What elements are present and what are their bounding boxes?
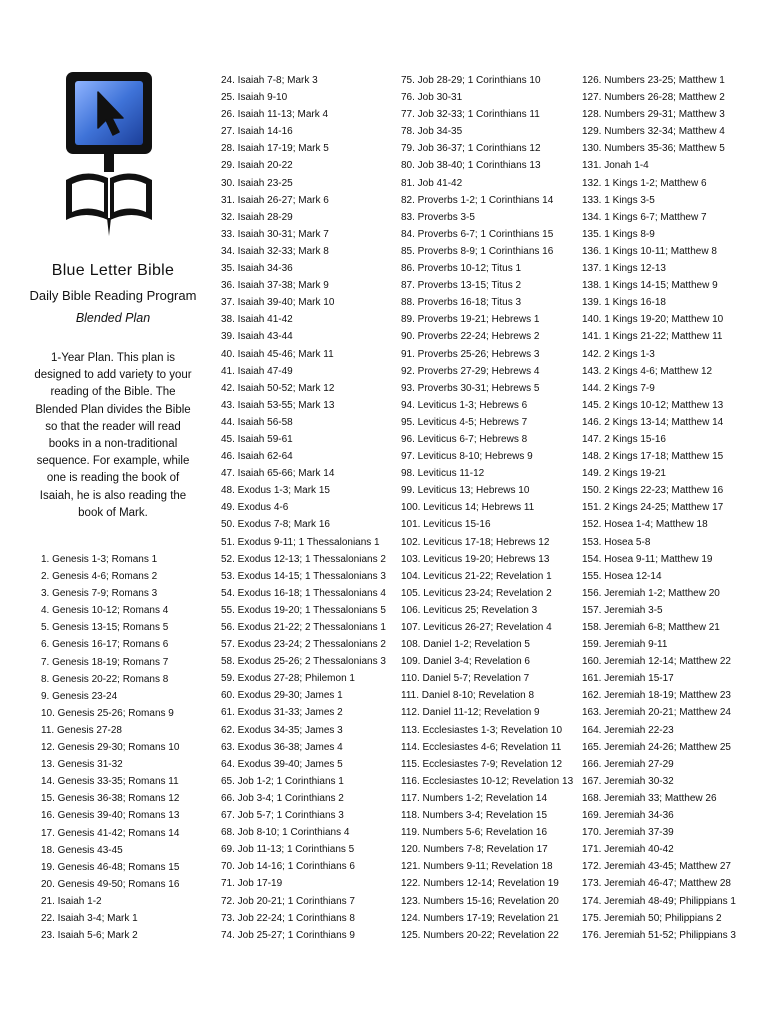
reading-day-item: 48. Exodus 1-3; Mark 15 [221, 485, 330, 497]
reading-day-item: 8. Genesis 20-22; Romans 8 [41, 673, 169, 685]
reading-day-item: 27. Isaiah 14-16 [221, 126, 293, 138]
reading-day-item: 112. Daniel 11-12; Revelation 9 [401, 707, 540, 719]
reading-day-item: 96. Leviticus 6-7; Hebrews 8 [401, 433, 528, 445]
reading-day-item: 34. Isaiah 32-33; Mark 8 [221, 245, 329, 257]
reading-day-item: 83. Proverbs 3-5 [401, 211, 475, 223]
reading-day-item: 170. Jeremiah 37-39 [582, 827, 674, 839]
reading-day-item: 144. 2 Kings 7-9 [582, 382, 655, 394]
reading-day-item: 39. Isaiah 43-44 [221, 331, 293, 343]
reading-day-item: 40. Isaiah 45-46; Mark 11 [221, 348, 334, 360]
reading-day-item: 143. 2 Kings 4-6; Matthew 12 [582, 365, 713, 377]
plan-description: 1-Year Plan. This plan is designed to add variety to your reading of the Bible. The Blended Plan divides the Bible so that the reader will read books in a non-traditional sequence. For example, while one is reading the book of Isaiah, he is also reading the book of Mark. [34, 352, 192, 519]
reading-day-item: 18. Genesis 43-45 [41, 844, 123, 856]
reading-day-item: 146. 2 Kings 13-14; Matthew 14 [582, 416, 724, 428]
reading-day-item: 114. Ecclesiastes 4-6; Revelation 11 [401, 741, 562, 753]
reading-day-item: 102. Leviticus 17-18; Hebrews 12 [401, 536, 550, 548]
reading-day-item: 45. Isaiah 59-61 [221, 433, 293, 445]
reading-day-item: 127. Numbers 26-28; Matthew 2 [582, 92, 725, 104]
reading-day-item: 153. Hosea 5-8 [582, 536, 651, 548]
reading-day-item: 113. Ecclesiastes 1-3; Revelation 10 [401, 724, 563, 736]
reading-day-item: 141. 1 Kings 21-22; Matthew 11 [582, 331, 723, 343]
bookmark-ribbon [107, 218, 111, 236]
reading-day-item: 162. Jeremiah 18-19; Matthew 23 [582, 690, 731, 702]
reading-day-item: 100. Leviticus 14; Hebrews 11 [401, 502, 535, 514]
reading-day-item: 97. Leviticus 8-10; Hebrews 9 [401, 451, 533, 463]
reading-day-item: 49. Exodus 4-6 [221, 502, 289, 514]
reading-day-item: 72. Job 20-21; 1 Corinthians 7 [221, 895, 355, 907]
reading-day-item: 139. 1 Kings 16-18 [582, 297, 666, 309]
reading-day-item: 75. Job 28-29; 1 Corinthians 10 [401, 75, 541, 86]
reading-day-item: 31. Isaiah 26-27; Mark 6 [221, 194, 329, 206]
reading-day-item: 171. Jeremiah 40-42 [582, 844, 674, 856]
reading-day-item: 70. Job 14-16; 1 Corinthians 6 [221, 861, 355, 873]
reading-day-item: 60. Exodus 29-30; James 1 [221, 690, 343, 702]
reading-day-item: 124. Numbers 17-19; Revelation 21 [401, 912, 559, 924]
reading-day-item: 55. Exodus 19-20; 1 Thessalonians 5 [221, 604, 386, 616]
reading-day-item: 151. 2 Kings 24-25; Matthew 17 [582, 502, 724, 514]
reading-day-item: 158. Jeremiah 6-8; Matthew 21 [582, 622, 720, 633]
reading-day-item: 25. Isaiah 9-10 [221, 92, 288, 104]
reading-day-item: 43. Isaiah 53-55; Mark 13 [221, 399, 335, 411]
reading-day-item: 134. 1 Kings 6-7; Matthew 7 [582, 211, 707, 223]
reading-day-item: 92. Proverbs 27-29; Hebrews 4 [401, 365, 540, 377]
reading-day-item: 155. Hosea 12-14 [582, 570, 662, 582]
reading-day-item: 126. Numbers 23-25; Matthew 1 [582, 75, 725, 86]
reading-day-item: 175. Jeremiah 50; Philippians 2 [582, 912, 722, 924]
reading-day-item: 157. Jeremiah 3-5 [582, 604, 663, 616]
monitor-stand [104, 154, 114, 172]
reading-day-item: 111. Daniel 8-10; Revelation 8 [401, 690, 535, 702]
reading-day-item: 136. 1 Kings 10-11; Matthew 8 [582, 245, 717, 257]
reading-day-item: 57. Exodus 23-24; 2 Thessalonians 2 [221, 639, 386, 651]
reading-day-item: 6. Genesis 16-17; Romans 6 [41, 639, 169, 651]
reading-day-item: 164. Jeremiah 22-23 [582, 724, 674, 736]
reading-day-item: 32. Isaiah 28-29 [221, 211, 293, 223]
reading-day-item: 172. Jeremiah 43-45; Matthew 27 [582, 861, 731, 873]
reading-day-item: 10. Genesis 25-26; Romans 9 [41, 707, 174, 719]
reading-day-item: 138. 1 Kings 14-15; Matthew 9 [582, 280, 718, 292]
reading-day-item: 95. Leviticus 4-5; Hebrews 7 [401, 416, 528, 428]
reading-day-item: 81. Job 41-42 [401, 177, 463, 189]
reading-day-item: 121. Numbers 9-11; Revelation 18 [401, 861, 553, 873]
reading-day-item: 29. Isaiah 20-22 [221, 160, 293, 172]
reading-day-item: 115. Ecclesiastes 7-9; Revelation 12 [401, 758, 563, 770]
reading-day-item: 46. Isaiah 62-64 [221, 451, 293, 463]
reading-day-item: 74. Job 25-27; 1 Corinthians 9 [221, 929, 355, 941]
reading-day-item: 12. Genesis 29-30; Romans 10 [41, 742, 180, 754]
reading-day-item: 147. 2 Kings 15-16 [582, 433, 666, 445]
reading-day-item: 2. Genesis 4-6; Romans 2 [41, 571, 158, 583]
reading-day-item: 56. Exodus 21-22; 2 Thessalonians 1 [221, 622, 386, 633]
bible-with-cursor-icon [64, 70, 154, 236]
reading-day-item: 107. Leviticus 26-27; Revelation 4 [401, 622, 552, 633]
reading-day-item: 125. Numbers 20-22; Revelation 22 [401, 929, 559, 941]
reading-day-item: 42. Isaiah 50-52; Mark 12 [221, 382, 335, 394]
plan-name: Blended Plan [75, 311, 151, 325]
reading-day-item: 128. Numbers 29-31; Matthew 3 [582, 109, 725, 121]
reading-day-item: 53. Exodus 14-15; 1 Thessalonians 3 [221, 570, 386, 582]
reading-day-item: 104. Leviticus 21-22; Revelation 1 [401, 570, 552, 582]
reading-day-item: 103. Leviticus 19-20; Hebrews 13 [401, 553, 550, 565]
reading-day-item: 174. Jeremiah 48-49; Philippians 1 [582, 895, 736, 907]
reading-day-item: 135. 1 Kings 8-9 [582, 228, 655, 240]
reading-day-item: 59. Exodus 27-28; Philemon 1 [221, 673, 355, 685]
reading-day-item: 65. Job 1-2; 1 Corinthians 1 [221, 775, 344, 787]
reading-day-item: 119. Numbers 5-6; Revelation 16 [401, 827, 548, 839]
reading-day-item: 165. Jeremiah 24-26; Matthew 25 [582, 741, 731, 753]
reading-day-item: 118. Numbers 3-4; Revelation 15 [401, 810, 548, 822]
reading-day-item: 166. Jeremiah 27-29 [582, 758, 674, 770]
reading-day-item: 21. Isaiah 1-2 [41, 895, 102, 907]
reading-day-item: 105. Leviticus 23-24; Revelation 2 [401, 587, 552, 599]
reading-day-item: 5. Genesis 13-15; Romans 5 [41, 622, 169, 634]
reading-day-item: 30. Isaiah 23-25 [221, 177, 293, 189]
reading-day-item: 110. Daniel 5-7; Revelation 7 [401, 673, 530, 685]
reading-day-item: 86. Proverbs 10-12; Titus 1 [401, 263, 522, 275]
reading-day-item: 91. Proverbs 25-26; Hebrews 3 [401, 348, 540, 360]
reading-day-item: 16. Genesis 39-40; Romans 13 [41, 810, 180, 822]
reading-list-column-4 [582, 72, 736, 944]
page-subtitle: Daily Bible Reading Program [29, 288, 197, 303]
reading-day-item: 129. Numbers 32-34; Matthew 4 [582, 126, 725, 138]
reading-day-item: 13. Genesis 31-32 [41, 759, 123, 771]
reading-day-item: 167. Jeremiah 30-32 [582, 775, 674, 787]
reading-day-item: 62. Exodus 34-35; James 3 [221, 724, 343, 736]
reading-day-item: 58. Exodus 25-26; 2 Thessalonians 3 [221, 656, 386, 668]
reading-day-item: 130. Numbers 35-36; Matthew 5 [582, 143, 725, 155]
reading-day-item: 117. Numbers 1-2; Revelation 14 [401, 792, 548, 804]
reading-day-item: 88. Proverbs 16-18; Titus 3 [401, 297, 522, 309]
reading-day-item: 63. Exodus 36-38; James 4 [221, 741, 343, 753]
reading-day-item: 161. Jeremiah 15-17 [582, 673, 674, 685]
reading-day-item: 24. Isaiah 7-8; Mark 3 [221, 75, 318, 86]
reading-day-item: 93. Proverbs 30-31; Hebrews 5 [401, 382, 540, 394]
reading-day-item: 148. 2 Kings 17-18; Matthew 15 [582, 451, 724, 463]
reading-day-item: 142. 2 Kings 1-3 [582, 348, 655, 360]
reading-day-item: 38. Isaiah 41-42 [221, 314, 293, 326]
reading-day-item: 54. Exodus 16-18; 1 Thessalonians 4 [221, 587, 386, 599]
reading-day-item: 14. Genesis 33-35; Romans 11 [41, 776, 179, 788]
reading-day-item: 152. Hosea 1-4; Matthew 18 [582, 519, 708, 531]
reading-day-item: 35. Isaiah 34-36 [221, 263, 293, 275]
reading-day-item: 44. Isaiah 56-58 [221, 416, 293, 428]
reading-day-item: 64. Exodus 39-40; James 5 [221, 758, 343, 770]
reading-day-item: 71. Job 17-19 [221, 878, 283, 890]
reading-day-item: 28. Isaiah 17-19; Mark 5 [221, 143, 329, 155]
reading-day-item: 87. Proverbs 13-15; Titus 2 [401, 280, 522, 292]
reading-day-item: 84. Proverbs 6-7; 1 Corinthians 15 [401, 228, 554, 240]
reading-day-item: 19. Genesis 46-48; Romans 15 [41, 861, 180, 873]
reading-day-item: 120. Numbers 7-8; Revelation 17 [401, 844, 548, 856]
reading-day-item: 7. Genesis 18-19; Romans 7 [41, 656, 169, 668]
blue-letter-bible-logo [64, 70, 154, 236]
reading-day-item: 47. Isaiah 65-66; Mark 14 [221, 468, 335, 480]
reading-day-item: 116. Ecclesiastes 10-12; Revelation 13 [401, 775, 574, 787]
reading-day-item: 99. Leviticus 13; Hebrews 10 [401, 485, 530, 497]
reading-list-column-1 [41, 551, 179, 944]
reading-day-item: 90. Proverbs 22-24; Hebrews 2 [401, 331, 540, 343]
reading-day-item: 9. Genesis 23-24 [41, 690, 118, 702]
reading-day-item: 68. Job 8-10; 1 Corinthians 4 [221, 827, 350, 839]
reading-day-item: 140. 1 Kings 19-20; Matthew 10 [582, 314, 724, 326]
reading-day-item: 79. Job 36-37; 1 Corinthians 12 [401, 143, 541, 155]
reading-day-item: 3. Genesis 7-9; Romans 3 [41, 588, 158, 600]
reading-day-item: 20. Genesis 49-50; Romans 16 [41, 878, 180, 890]
reading-day-item: 145. 2 Kings 10-12; Matthew 13 [582, 399, 724, 411]
reading-day-item: 37. Isaiah 39-40; Mark 10 [221, 297, 335, 309]
reading-day-item: 98. Leviticus 11-12 [401, 468, 485, 480]
reading-day-item: 108. Daniel 1-2; Revelation 5 [401, 639, 530, 651]
reading-day-item: 154. Hosea 9-11; Matthew 19 [582, 553, 713, 565]
reading-day-item: 156. Jeremiah 1-2; Matthew 20 [582, 587, 720, 599]
reading-day-item: 17. Genesis 41-42; Romans 14 [41, 827, 180, 839]
reading-day-item: 80. Job 38-40; 1 Corinthians 13 [401, 160, 541, 172]
reading-day-item: 33. Isaiah 30-31; Mark 7 [221, 228, 329, 240]
reading-day-item: 176. Jeremiah 51-52; Philippians 3 [582, 929, 736, 941]
reading-day-item: 50. Exodus 7-8; Mark 16 [221, 519, 330, 531]
reading-day-item: 173. Jeremiah 46-47; Matthew 28 [582, 878, 731, 890]
reading-day-item: 123. Numbers 15-16; Revelation 20 [401, 895, 559, 907]
reading-day-item: 89. Proverbs 19-21; Hebrews 1 [401, 314, 540, 326]
reading-day-item: 26. Isaiah 11-13; Mark 4 [221, 109, 329, 121]
reading-day-item: 109. Daniel 3-4; Revelation 6 [401, 656, 530, 668]
reading-day-item: 106. Leviticus 25; Revelation 3 [401, 604, 538, 616]
reading-day-item: 69. Job 11-13; 1 Corinthians 5 [221, 844, 355, 856]
reading-day-item: 131. Jonah 1-4 [582, 160, 649, 172]
reading-day-item: 67. Job 5-7; 1 Corinthians 3 [221, 810, 344, 822]
reading-day-item: 41. Isaiah 47-49 [221, 365, 293, 377]
reading-day-item: 137. 1 Kings 12-13 [582, 263, 666, 275]
reading-day-item: 78. Job 34-35 [401, 126, 463, 138]
page-title: Blue Letter Bible [51, 262, 175, 279]
reading-day-item: 36. Isaiah 37-38; Mark 9 [221, 280, 329, 292]
reading-day-item: 85. Proverbs 8-9; 1 Corinthians 16 [401, 245, 554, 257]
reading-day-item: 77. Job 32-33; 1 Corinthians 11 [401, 109, 540, 121]
reading-day-item: 66. Job 3-4; 1 Corinthians 2 [221, 792, 344, 804]
reading-list-column-3 [401, 72, 573, 944]
reading-day-item: 150. 2 Kings 22-23; Matthew 16 [582, 485, 724, 497]
reading-day-item: 132. 1 Kings 1-2; Matthew 6 [582, 177, 707, 189]
reading-day-item: 11. Genesis 27-28 [41, 724, 122, 736]
reading-day-item: 101. Leviticus 15-16 [401, 519, 491, 531]
reading-day-item: 51. Exodus 9-11; 1 Thessalonians 1 [221, 536, 380, 548]
reading-day-item: 15. Genesis 36-38; Romans 12 [41, 793, 180, 805]
reading-day-item: 169. Jeremiah 34-36 [582, 810, 674, 822]
reading-day-item: 23. Isaiah 5-6; Mark 2 [41, 930, 138, 942]
reading-day-item: 22. Isaiah 3-4; Mark 1 [41, 912, 138, 924]
reading-day-item: 82. Proverbs 1-2; 1 Corinthians 14 [401, 194, 554, 206]
reading-day-item: 122. Numbers 12-14; Revelation 19 [401, 878, 559, 890]
reading-day-item: 168. Jeremiah 33; Matthew 26 [582, 792, 717, 804]
reading-day-item: 61. Exodus 31-33; James 2 [221, 707, 343, 719]
reading-day-item: 76. Job 30-31 [401, 92, 463, 104]
reading-list-column-2 [221, 72, 386, 944]
reading-day-item: 94. Leviticus 1-3; Hebrews 6 [401, 399, 528, 411]
reading-day-item: 149. 2 Kings 19-21 [582, 468, 666, 480]
reading-day-item: 160. Jeremiah 12-14; Matthew 22 [582, 656, 731, 668]
reading-day-item: 159. Jeremiah 9-11 [582, 639, 668, 651]
reading-day-item: 52. Exodus 12-13; 1 Thessalonians 2 [221, 553, 386, 565]
reading-day-item: 1. Genesis 1-3; Romans 1 [41, 554, 158, 565]
reading-day-item: 163. Jeremiah 20-21; Matthew 24 [582, 707, 731, 719]
reading-day-item: 133. 1 Kings 3-5 [582, 194, 655, 206]
reading-day-item: 73. Job 22-24; 1 Corinthians 8 [221, 912, 355, 924]
reading-day-item: 4. Genesis 10-12; Romans 4 [41, 605, 169, 617]
